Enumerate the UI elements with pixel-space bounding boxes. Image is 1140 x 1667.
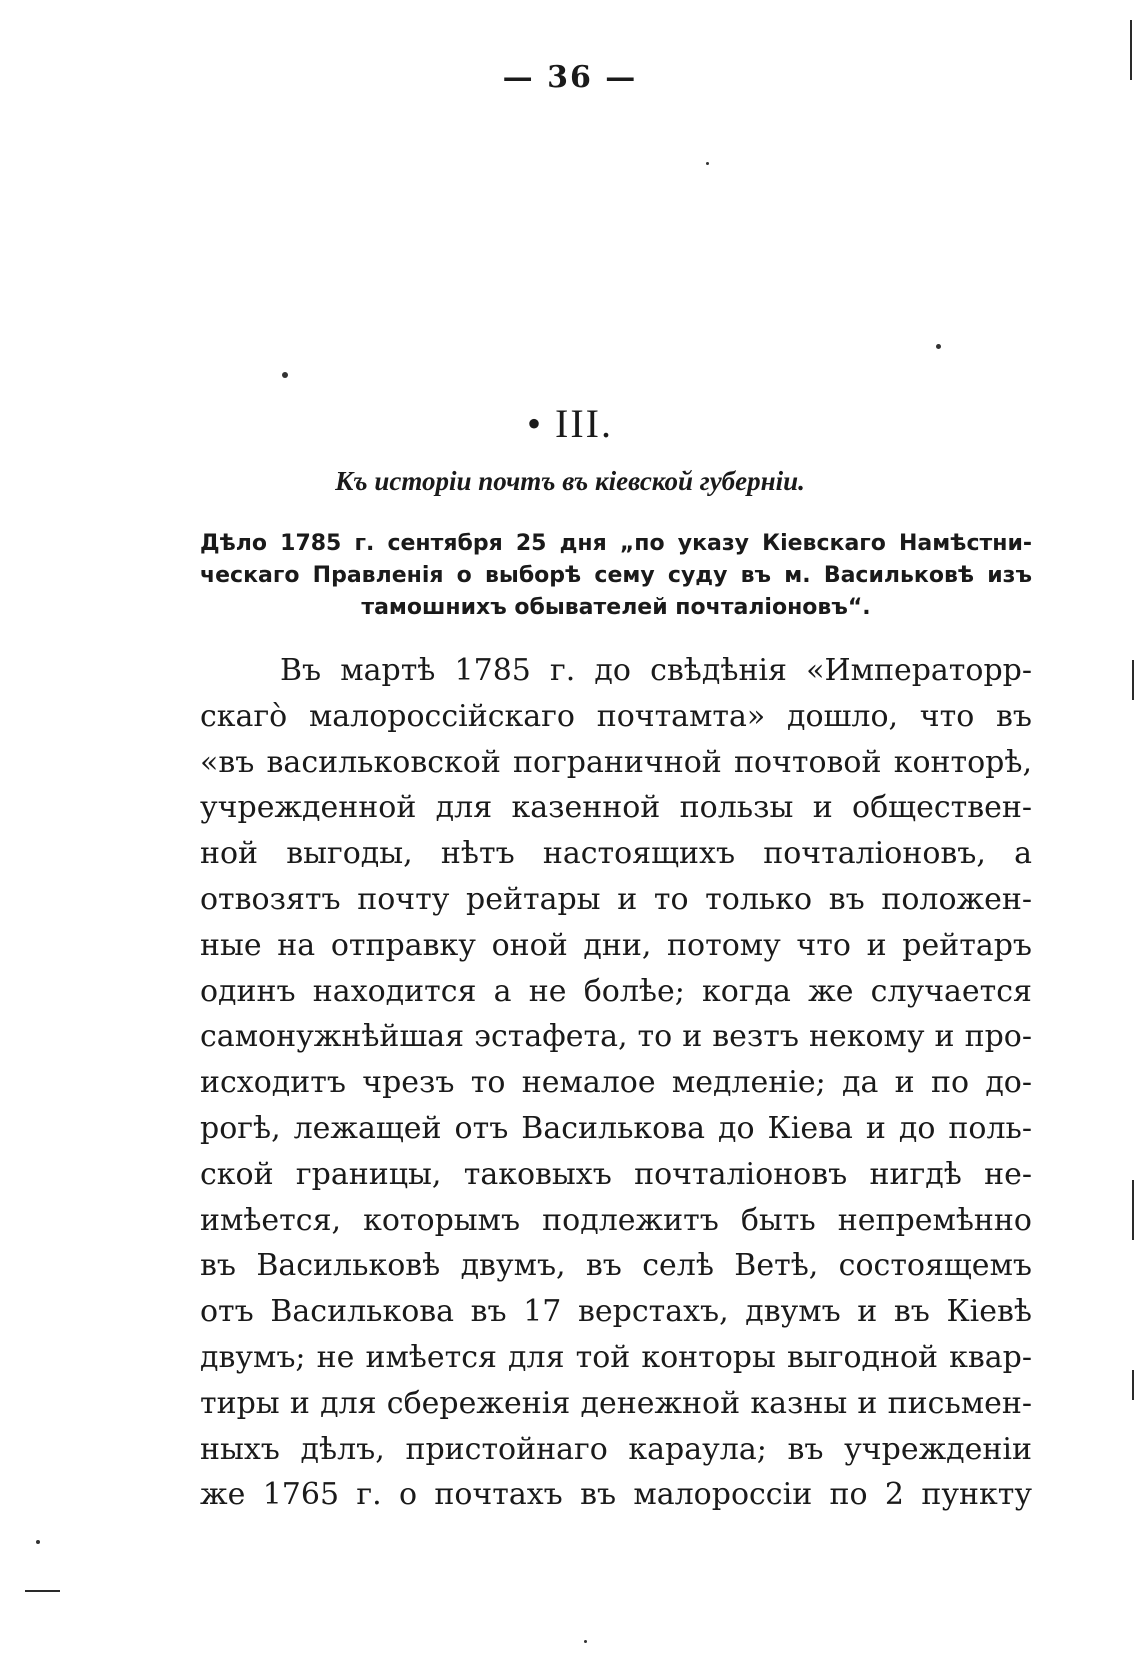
subtitle-line: Дѣло 1785 г. сентября 25 дня „по указу Кіевскаго Намѣстни- (200, 531, 1032, 556)
body-line: рогѣ, лежащей отъ Василькова до Кіева и до поль- (200, 1110, 1032, 1146)
page-number: — 36 — (502, 60, 638, 95)
body-line: ныхъ дѣлъ, пристойнаго караула; въ учрежденіи (200, 1431, 1032, 1467)
body-line: ской границы, таковыхъ почталіоновъ нигдѣ не- (200, 1156, 1032, 1192)
body-line: въ Васильковѣ двумъ, въ селѣ Ветѣ, состоящемъ (200, 1248, 1032, 1284)
scan-speck (936, 344, 941, 349)
body-line: самонужнѣйшая эстафета, то и везтъ некому и про- (200, 1019, 1032, 1055)
body-line: учрежденной для казенной пользы и обществен- (200, 790, 1032, 826)
body-line: Въ мартѣ 1785 г. до свѣдѣнія «Императорр- (280, 653, 1032, 688)
scan-margin-mark (1132, 1370, 1134, 1400)
body-line: ной выгоды, нѣтъ настоящихъ почталіоновъ, а (200, 836, 1032, 872)
scan-speck (282, 372, 288, 378)
subtitle-line: тамошнихъ обывателей почталіоновъ“. (361, 595, 871, 620)
scan-speck (706, 162, 709, 165)
body-line: тиры и для сбереженія денежной казны и письмен- (200, 1385, 1032, 1421)
section-numeral: • III. (527, 401, 613, 446)
scan-margin-mark (1132, 1180, 1134, 1240)
subtitle-line: ческаго Правленія о выборѣ сему суду въ м. Васильковѣ изъ (200, 563, 1032, 588)
body-line: же 1765 г. о почтахъ въ малороссіи по 2 пункту (200, 1477, 1032, 1513)
body-line: двумъ; не имѣется для той конторы выгодной квар- (200, 1339, 1032, 1375)
scan-margin-mark (1130, 20, 1132, 80)
body-line: отвозятъ почту рейтары и то только въ положен- (200, 881, 1032, 917)
body-text (200, 648, 1032, 1518)
scan-margin-mark (25, 1590, 60, 1592)
body-line: имѣется, которымъ подлежитъ быть непремѣнно (200, 1202, 1032, 1238)
body-line: «въ васильковской пограничной почтовой конторѣ, (200, 744, 1032, 780)
body-line: отъ Василькова въ 17 верстахъ, двумъ и въ Кіевѣ (200, 1294, 1032, 1330)
body-line: ные на отправку оной дни, потому что и рейтаръ (200, 927, 1032, 963)
body-line: исходитъ чрезъ то немалое медленіе; да и по до- (200, 1065, 1032, 1101)
scan-speck (584, 1640, 587, 1643)
scan-speck (36, 1540, 40, 1544)
body-line: скагò малороссійскаго почтамта» дошло, что въ (200, 698, 1032, 734)
section-title: Къ исторіи почтъ въ кіевской губерніи. (335, 466, 805, 496)
scan-margin-mark (1132, 660, 1134, 700)
body-line: одинъ находится а не болѣе; когда же случается (200, 973, 1032, 1009)
document-subtitle (200, 528, 1032, 624)
